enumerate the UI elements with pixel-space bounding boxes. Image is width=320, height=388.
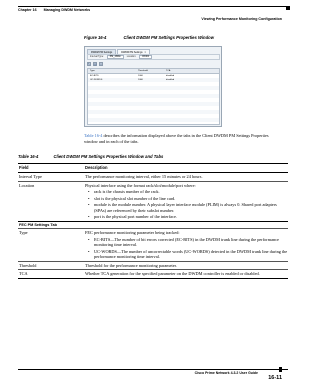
field-cell: Threshold: [19, 262, 37, 268]
table-label: Table 16-4: [18, 154, 39, 159]
grid-empty-row: [88, 118, 219, 122]
description-cell: [85, 183, 289, 221]
col-description-header: Description: [85, 165, 108, 171]
pm-settings-screenshot: [84, 46, 222, 127]
description-cell: [85, 230, 289, 260]
description-cell: Threshold for the performance monitoring parameter.: [85, 262, 177, 268]
field-cell: Type: [19, 229, 28, 235]
location-bullet: • port is the physical port number of the interface.: [85, 214, 289, 220]
export-icon: ▤: [94, 63, 97, 66]
grid-cell: UC-WORDS: [90, 79, 103, 81]
type-desc: FEC performance monitoring parameter being tracked:: [85, 229, 180, 235]
intro-paragraph: [84, 133, 280, 145]
figure-caption: [84, 35, 214, 40]
close-icon: ×: [144, 51, 146, 54]
figure-title: Client DWDM PM Settings Properties Window: [123, 35, 214, 40]
table-row-threshold: [18, 261, 288, 269]
grid-cell: disabled: [166, 79, 175, 81]
location-value: 0/3/0/0: [139, 55, 152, 59]
grid-cell: 1000: [138, 79, 143, 81]
fec-subheading: FEC PM Settings Tab: [19, 223, 57, 228]
screenshot-toolbar: [87, 54, 220, 60]
table-row-location: [18, 181, 288, 221]
tab-dwdm-pm-settings: DWDM PM Settings: [87, 49, 116, 55]
table-row-type: [18, 229, 288, 261]
description-cell: Whether TCA generation for the specified parameter on the DWDM controller is enabled or disabled.: [85, 271, 260, 276]
filter-icon: ▾: [100, 63, 102, 66]
chapter-number: Chapter 16: [18, 8, 37, 12]
grid-col-threshold: Threshold: [138, 70, 148, 72]
footer-marker: [279, 367, 282, 372]
table-row-interval: [18, 173, 288, 181]
grid-col-type: Type: [90, 70, 95, 72]
grid-cell: EC-BITS: [90, 75, 99, 77]
type-bullet: • UC-WORDS—The number of uncorrectable words (UC-WORDS) detected in the DWDM trunk line during the performance monitoring time interval.: [85, 249, 289, 260]
section-header: Viewing Performance Monitoring Configuration: [201, 17, 282, 21]
description-cell: The performance monitoring interval, either 15 minutes or 24 hours.: [85, 174, 203, 180]
table-caption: [18, 154, 163, 159]
grid-cell: disabled: [166, 75, 175, 77]
table-title: Client DWDM PM Settings Properties Window and Tabs: [53, 154, 164, 159]
interval-value: PM_15Min: [107, 55, 124, 59]
footer-rule: [18, 369, 288, 370]
grid-cell: 1000: [138, 75, 143, 77]
pm-settings-grid: [87, 68, 220, 125]
header-rule: [18, 6, 288, 7]
location-label: Location:: [126, 56, 137, 58]
settings-table: [18, 163, 288, 278]
intro-text: describes the information displayed above the tabs in the Client DWDM PM Settings Properties window and in each of the tabs.: [84, 133, 269, 144]
refresh-icon: ↻: [88, 63, 91, 66]
location-desc: Physical interface using the format rack/slot/module/port where:: [85, 182, 196, 188]
chapter-title: Managing DWDM Networks: [43, 8, 91, 12]
field-cell: Location: [19, 182, 35, 188]
guide-title: Cisco Prime Network 4.3.2 User Guide: [194, 371, 258, 375]
interval-label: Interval Type:: [90, 56, 104, 58]
field-cell: Interval Type: [19, 174, 42, 180]
location-bullet: • module is the module number. A physical layer interface module (PLIM) is always 0. Shared port adapters (SPAs) are referenced by their subslot number.: [85, 202, 289, 213]
location-bullet: • rack is the chassis number of the rack.: [85, 189, 289, 195]
field-cell: TCA: [19, 271, 28, 276]
table-bottom-rule: [18, 278, 288, 279]
grid-col-tca: TCA: [166, 70, 171, 72]
figure-label: Figure 16-4: [84, 35, 107, 40]
table-xref-link[interactable]: Table 16-4: [84, 133, 103, 138]
col-field-header: Field: [19, 165, 29, 171]
header-marker: [286, 6, 290, 10]
table-header-row: [18, 164, 288, 173]
screenshot-icon-row: [87, 62, 103, 66]
table-row-tca: [18, 270, 288, 278]
tab-dwdm-pm-settings-active: DWDM PM Settings ×: [117, 49, 150, 55]
type-bullet: • EC-BITS—The number of bit errors corrected (EC-BITS) in the DWDM trunk line during the performance monitoring time interval.: [85, 237, 289, 248]
page-number: 16-11: [268, 375, 282, 381]
location-bullet: • slot is the physical slot number of the line card.: [85, 196, 289, 202]
chapter-header: [18, 8, 96, 12]
